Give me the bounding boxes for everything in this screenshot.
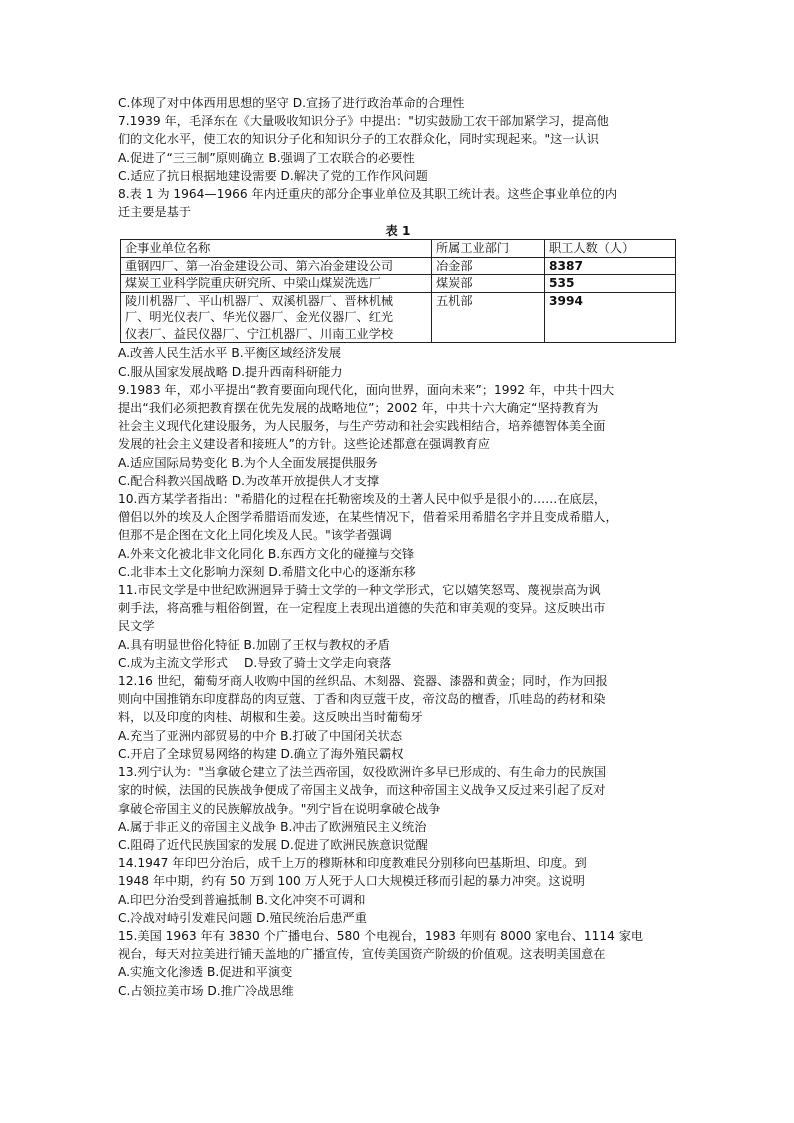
q12-stem-line-2: 则向中国推销东印度群岛的肉豆蔻、丁香和肉豆蔻干皮，帝汶岛的檀香，爪哇岛的药材和染 <box>118 692 606 707</box>
header-unit-name: 企事业单位名称 <box>121 240 432 258</box>
q9-options-ab: A.适应国际局势变化 B.为个人全面发展提供服务 <box>118 455 378 470</box>
q11-stem-line-1: 11.市民文学是中世纪欧洲迥异于骑士文学的一种文学形式，它以嬉笑怒骂、蔑视崇高为讽 <box>118 583 601 598</box>
q11-stem-line-3: 民文学 <box>118 619 155 634</box>
table-row <box>121 257 676 275</box>
cell-unit-name-line: 重钢四厂、第一冶金建设公司、第六冶金建设公司 <box>125 258 394 273</box>
q10-stem-line-1: 10.西方某学者指出："希腊化的过程在托勒密埃及的土著人民中似乎是很小的……在底层， <box>118 492 607 507</box>
q7-stem-line-2: 们的文化水平，使工农的知识分子化和知识分子的工农群众化，同时实现起来。"这一认识 <box>118 132 599 147</box>
q13-stem-line-2: 家的时候，法国的民族战争便成了帝国主义战争，而这种帝国主义战争又反过来引起了反对 <box>118 783 606 798</box>
q13-stem-line-1: 13.列宁认为："当拿破仑建立了法兰西帝国，奴役欧洲许多早已形成的、有生命力的民族国 <box>118 765 607 780</box>
cell-unit-name-line: 仪表厂、益民仪器厂、宁江机器厂、川南工业学校 <box>125 326 394 341</box>
q10-options-ab: A.外来文化被北非文化同化 B.东西方文化的碰撞与交锋 <box>118 546 415 561</box>
q15-stem-line-2: 视台，每天对拉美进行铺天盖地的广播宣传，宣传美国资产阶级的价值观。这表明美国意在 <box>118 947 606 962</box>
q7-options-cd: C.适应了抗日根据地建设需要 D.解决了党的工作作风问题 <box>118 168 428 183</box>
cell-department: 煤炭部 <box>432 275 545 293</box>
q13-options-cd: C.阻碍了近代民族国家的发展 D.促进了欧洲民族意识觉醒 <box>118 837 428 852</box>
q15-options-ab: A.实施文化渗透 B.促进和平演变 <box>118 965 293 980</box>
question-13 <box>118 763 678 854</box>
q11-stem-line-2: 刺手法，将高雅与粗俗倒置，在一定程度上表现出道德的失范和审美观的变异。这反映出市 <box>118 601 606 616</box>
question-9 <box>118 381 678 490</box>
q14-options-ab: A.印巴分治受到普遍抵制 B.文化冲突不可调和 <box>118 892 366 907</box>
q13-options-ab: A.属于非正义的帝国主义战争 B.冲击了欧洲殖民主义统治 <box>118 819 427 834</box>
header-department: 所属工业部门 <box>432 240 545 258</box>
q12-options-cd: C.开启了全球贸易网络的构建 D.确立了海外殖民霸权 <box>118 746 404 761</box>
question-10 <box>118 490 678 581</box>
question-14 <box>118 854 678 927</box>
q7-stem-line-1: 7.1939 年，毛泽东在《大量吸收知识分子》中提出："切实鼓励工农干部加紧学习，提高他 <box>118 114 609 129</box>
table-row <box>121 275 676 293</box>
cell-unit-name-line: 煤炭工业科学院重庆研究所、中梁山煤炭洗选厂 <box>125 276 381 291</box>
q9-stem-line-2: 提出“我们必须把教育摆在优先发展的战略地位”；2002 年，中共十六大确定“坚持教育为 <box>118 401 599 416</box>
question-11 <box>118 581 678 672</box>
q8-options-cd: C.服从国家发展战略 D.提升西南科研能力 <box>118 364 343 379</box>
q6-options-cd: C.体现了对中体西用思想的坚守 D.宣扬了进行政治革命的合理性 <box>118 96 465 110</box>
q9-stem-line-4: 发展的社会主义建设者和接班人”的方针。这些论述都意在强调教育应 <box>118 437 490 452</box>
table-1 <box>120 239 676 343</box>
cell-department: 五机部 <box>432 292 545 343</box>
cell-unit-name <box>121 275 432 293</box>
q11-options-ab: A.具有明显世俗化特征 B.加剧了王权与教权的矛盾 <box>118 637 390 652</box>
exam-page <box>118 94 678 1000</box>
q15-options-cd: C.占领拉美市场 D.推广冷战思维 <box>118 983 294 998</box>
q8-stem-line-2: 迁主要是基于 <box>118 205 192 220</box>
q8-stem-line-1: 8.表 1 为 1964—1966 年内迁重庆的部分企事业单位及其职工统计表。这些企事业单位的内 <box>118 187 618 202</box>
q14-stem-line-2: 1948 年中期，约有 50 万到 100 万人死于人口大规模迁移而引起的暴力冲突。这说明 <box>118 874 585 889</box>
q14-options-cd: C.冷战对峙引发难民问题 D.殖民统治后患严重 <box>118 910 367 925</box>
q8-options-ab: A.改善人民生活水平 B.平衡区域经济发展 <box>118 346 342 361</box>
q10-stem-line-2: 僧侣以外的埃及人企图学希腊语而发迹，在某些情况下，借着采用希腊名字并且变成希腊人， <box>118 510 618 525</box>
q12-stem-line-3: 料，以及印度的肉桂、胡椒和生姜。这反映出当时葡萄牙 <box>118 710 423 725</box>
cell-unit-name-line: 陵川机器厂、平山机器厂、双溪机器厂、晋林机械 <box>125 293 394 308</box>
cell-unit-name-line: 厂、明光仪表厂、华光仪器厂、金光仪器厂、红光 <box>125 310 394 325</box>
question-12 <box>118 672 678 763</box>
cell-unit-name <box>121 292 432 343</box>
cell-unit-name <box>121 257 432 275</box>
question-15 <box>118 927 678 1000</box>
question-7 <box>118 112 678 185</box>
cell-staff-count: 8387 <box>545 257 676 275</box>
q10-options-cd: C.北非本土文化影响力深刻 D.希腊文化中心的逐渐东移 <box>118 564 416 579</box>
table-header-row <box>121 240 676 258</box>
question-8 <box>118 185 678 381</box>
q9-options-cd: C.配合科教兴国战略 D.为改革开放提供人才支撑 <box>118 473 380 488</box>
q9-stem-line-3: 社会主义现代化建设服务，为人民服务，与生产劳动和社会实践相结合，培养德智体美全面 <box>118 419 606 434</box>
q15-stem-line-1: 15.美国 1963 年有 3830 个广播电台、580 个电视台，1983 年则有 8000 家电台、1114 家电 <box>118 928 644 943</box>
cell-staff-count: 535 <box>545 275 676 293</box>
q12-options-ab: A.充当了亚洲内部贸易的中介 B.打破了中国闭关状态 <box>118 728 403 743</box>
q7-options-ab: A.促进了“三三制”原则确立 B.强调了工农联合的必要性 <box>118 150 415 165</box>
q12-stem-line-1: 12.16 世纪，葡萄牙商人收购中国的丝织品、木刻器、瓷器、漆器和黄金；同时，作为回报 <box>118 674 608 689</box>
q11-options-cd: C.成为主流文学形式 D.导致了骑士文学走向衰落 <box>118 655 392 670</box>
table-row <box>121 292 676 343</box>
q10-stem-line-3: 但那不是企图在文化上同化埃及人民。"该学者强调 <box>118 528 392 543</box>
q9-stem-line-1: 9.1983 年，邓小平提出“教育要面向现代化，面向世界，面向未来”；1992 年，中共十四大 <box>118 382 615 397</box>
header-staff-count: 职工人数（人） <box>545 240 676 258</box>
q13-stem-line-3: 拿破仑帝国主义的民族解放战争。"列宁旨在说明拿破仑战争 <box>118 801 441 816</box>
cell-department: 冶金部 <box>432 257 545 275</box>
table-1-caption: 表 1 <box>385 224 411 239</box>
cell-staff-count: 3994 <box>545 292 676 343</box>
q14-stem-line-1: 14.1947 年印巴分治后，成千上万的穆斯林和印度教难民分别移向巴基斯坦、印度。到 <box>118 856 587 871</box>
